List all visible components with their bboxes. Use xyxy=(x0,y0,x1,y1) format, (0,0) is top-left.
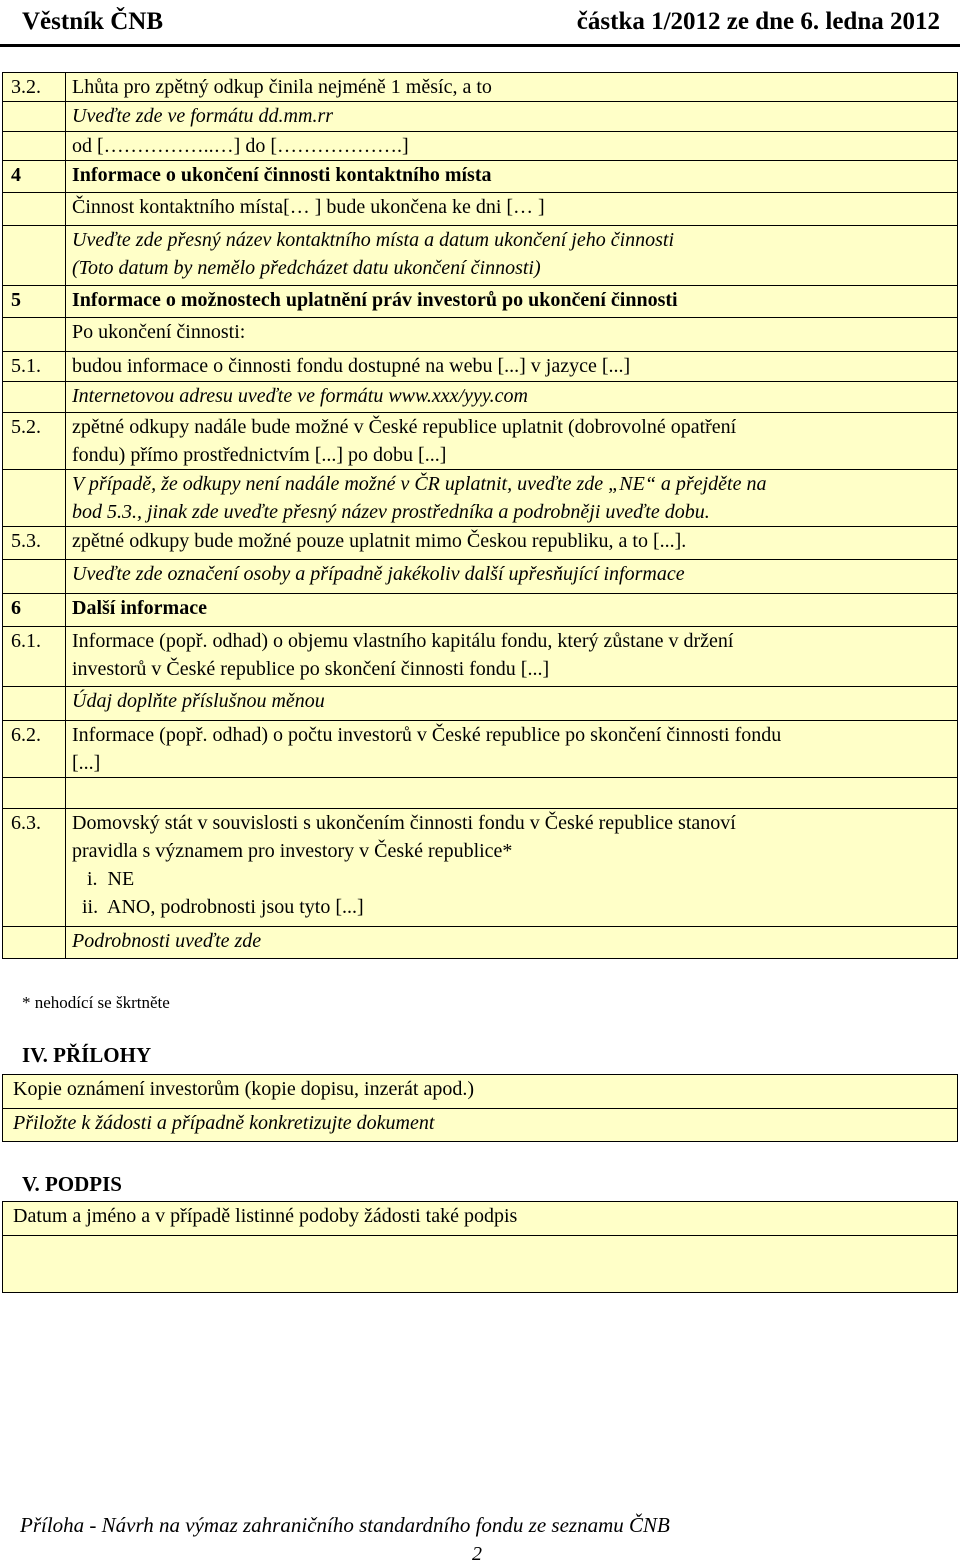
row-number: 6 xyxy=(3,594,66,627)
table-row xyxy=(3,226,958,286)
row-line: V případě, že odkupy není nadále možné v ČR uplatnit, uveďte zde „NE“ a přejděte na xyxy=(72,473,767,495)
row-line: zpětné odkupy nadále bude možné v České republice uplatnit (dobrovolné opatření xyxy=(72,416,737,438)
table-row xyxy=(3,809,958,927)
row-text[interactable] xyxy=(66,382,958,413)
row-text xyxy=(66,594,958,627)
table-row xyxy=(3,560,958,594)
row-text[interactable] xyxy=(66,102,958,132)
row-number xyxy=(3,318,66,352)
table-row xyxy=(3,527,958,560)
row-line: fondu) přímo prostřednictvím [...] po dobu [...] xyxy=(72,444,447,466)
table-row xyxy=(3,470,958,527)
attachments-hint: Přiložte k žádosti a případně konkretizujte dokument xyxy=(2,1108,958,1142)
form-table xyxy=(2,72,958,959)
table-row xyxy=(3,927,958,959)
row-line: Domovský stát v souvislosti s ukončením činnosti fondu v České republice stanoví xyxy=(72,812,736,834)
row-number: 5.1. xyxy=(3,352,66,382)
row-number xyxy=(3,226,66,286)
row-number xyxy=(3,778,66,809)
table-row xyxy=(3,73,958,102)
row-line: Informace o možnostech uplatnění práv investorů po ukončení činnosti xyxy=(72,289,678,311)
table-row xyxy=(3,687,958,721)
row-text xyxy=(66,318,958,352)
row-text[interactable] xyxy=(66,560,958,594)
footer-title: Příloha - Návrh na výmaz zahraničního standardního fondu ze seznamu ČNB xyxy=(20,1513,670,1537)
row-line: [...] xyxy=(72,752,101,774)
row-line: Internetovou adresu uveďte ve formátu www.xxx/yyy.com xyxy=(72,385,528,407)
row-text xyxy=(66,627,958,687)
row-text xyxy=(66,193,958,226)
table-row xyxy=(3,413,958,470)
table-row xyxy=(3,318,958,352)
row-number: 6.3. xyxy=(3,809,66,927)
row-text xyxy=(66,413,958,470)
row-text[interactable] xyxy=(66,927,958,959)
row-line: pravidla s významem pro investory v České republice* xyxy=(72,840,513,862)
row-line: Lhůta pro zpětný odkup činila nejméně 1 měsíc, a to xyxy=(72,76,492,98)
row-line: Informace o ukončení činnosti kontaktního místa xyxy=(72,164,492,186)
row-text[interactable] xyxy=(66,226,958,286)
row-number xyxy=(3,382,66,413)
row-text xyxy=(66,73,958,102)
row-number xyxy=(3,102,66,132)
row-line: i. NE xyxy=(72,868,135,890)
page-header xyxy=(0,0,960,44)
row-text xyxy=(66,809,958,927)
row-line: Po ukončení činnosti: xyxy=(72,321,246,343)
row-text xyxy=(66,132,958,161)
table-row xyxy=(3,193,958,226)
page-number: 2 xyxy=(472,1543,482,1565)
row-line: Informace (popř. odhad) o počtu investorů v České republice po skončení činnosti fondu xyxy=(72,724,782,746)
row-line: Uveďte zde přesný název kontaktního místa a datum ukončení jeho činnosti xyxy=(72,229,675,251)
issue-info: částka 1/2012 ze dne 6. ledna 2012 xyxy=(576,8,940,35)
table-row xyxy=(3,721,958,778)
row-line: Podrobnosti uveďte zde xyxy=(72,930,262,952)
signature-label: Datum a jméno a v případě listinné podoby žádosti také podpis xyxy=(2,1201,958,1236)
row-number xyxy=(3,687,66,721)
row-number xyxy=(3,927,66,959)
footnote: * nehodící se škrtněte xyxy=(22,993,170,1012)
table-row xyxy=(3,382,958,413)
table-row xyxy=(3,594,958,627)
row-line: Informace (popř. odhad) o objemu vlastního kapitálu fondu, který zůstane v držení xyxy=(72,630,734,652)
row-number xyxy=(3,560,66,594)
signature-field[interactable] xyxy=(2,1235,958,1293)
row-line: zpětné odkupy bude možné pouze uplatnit mimo Českou republiku, a to [...]. xyxy=(72,530,687,552)
section-signature-title: V. PODPIS xyxy=(22,1172,122,1196)
row-line: bod 5.3., jinak zde uveďte přesný název prostředníka a podrobněji uveďte dobu. xyxy=(72,501,710,523)
row-number: 5 xyxy=(3,286,66,318)
journal-title: Věstník ČNB xyxy=(22,8,163,35)
row-number: 6.2. xyxy=(3,721,66,778)
section-attachments-title: IV. PŘÍLOHY xyxy=(22,1043,152,1067)
table-row xyxy=(3,102,958,132)
row-text xyxy=(66,286,958,318)
table-row xyxy=(3,161,958,193)
row-number: 4 xyxy=(3,161,66,193)
row-line: Další informace xyxy=(72,597,207,619)
row-number xyxy=(3,132,66,161)
row-text xyxy=(66,527,958,560)
row-line: Údaj doplňte příslušnou měnou xyxy=(72,690,325,712)
row-line: (Toto datum by nemělo předcházet datu ukončení činnosti) xyxy=(72,257,541,279)
table-row xyxy=(3,286,958,318)
table-row xyxy=(3,132,958,161)
row-number xyxy=(3,470,66,527)
row-line: Činnost kontaktního místa[… ] bude ukončena ke dni [… ] xyxy=(72,196,545,218)
row-text[interactable] xyxy=(66,470,958,527)
row-line: od [……………..…] do [……………….] xyxy=(72,135,409,157)
attachments-field[interactable]: Kopie oznámení investorům (kopie dopisu, inzerát apod.) xyxy=(2,1074,958,1109)
table-row xyxy=(3,352,958,382)
row-line: Uveďte zde označení osoby a případně jakékoliv další upřesňující informace xyxy=(72,563,685,585)
row-line: investorů v České republice po skončení činnosti fondu [...] xyxy=(72,658,550,680)
row-number: 5.3. xyxy=(3,527,66,560)
header-rule xyxy=(0,44,960,47)
row-number: 3.2. xyxy=(3,73,66,102)
table-row xyxy=(3,778,958,809)
row-number: 6.1. xyxy=(3,627,66,687)
row-text[interactable] xyxy=(66,687,958,721)
row-text xyxy=(66,352,958,382)
row-number xyxy=(3,193,66,226)
table-row xyxy=(3,627,958,687)
row-line: ii. ANO, podrobnosti jsou tyto [...] xyxy=(72,896,364,918)
row-line: Uveďte zde ve formátu dd.mm.rr xyxy=(72,105,334,127)
row-text xyxy=(66,161,958,193)
row-number: 5.2. xyxy=(3,413,66,470)
row-line: budou informace o činnosti fondu dostupné na webu [...] v jazyce [...] xyxy=(72,355,631,377)
row-text xyxy=(66,721,958,778)
row-text xyxy=(66,778,958,809)
